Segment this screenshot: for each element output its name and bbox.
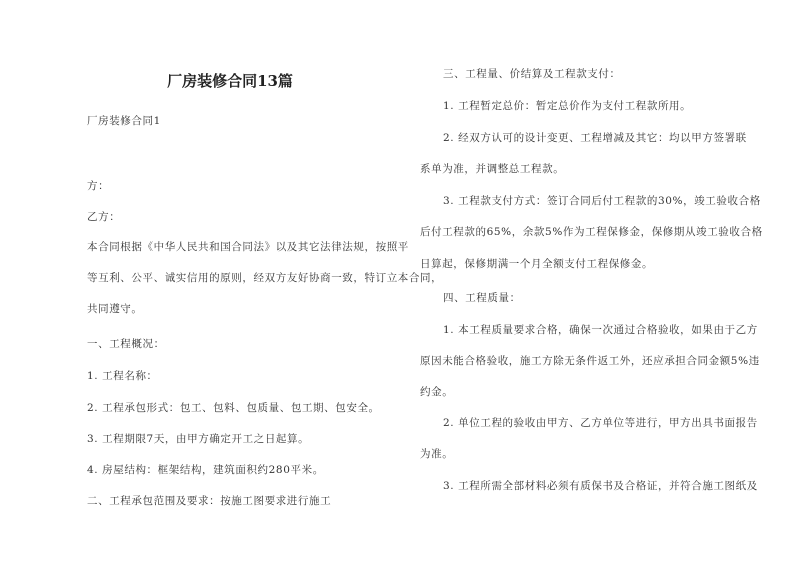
clause-item: 2. 经双方认可的设计变更、工程增减及其它：均以甲方签署联 bbox=[443, 132, 747, 144]
paragraph-line: 共同遵守。 bbox=[87, 303, 143, 315]
clause-item: 1. 工程名称： bbox=[87, 370, 158, 382]
clause-item: 4. 房屋结构：框架结构，建筑面积约280平米。 bbox=[87, 464, 324, 476]
clause-heading: 三、工程量、价结算及工程款支付： bbox=[443, 68, 621, 80]
clause-item: 3. 工程所需全部材料必须有质保书及合格证，并符合施工图纸及 bbox=[443, 480, 758, 492]
clause-item: 1. 本工程质量要求合格，确保一次通过合格验收，如果由于乙方 bbox=[443, 324, 758, 336]
paragraph-line: 为准。 bbox=[420, 448, 454, 460]
paragraph-line: 等互利、公平、诚实信用的原则，经双方友好协商一致，特订立本合同， bbox=[87, 272, 443, 284]
clause-heading: 一、工程概况： bbox=[87, 338, 165, 350]
paragraph-line: 系单为准，并调整总工程款。 bbox=[420, 163, 565, 175]
paragraph-line: 后付工程款的65%，余款5%作为工程保修金，保修期从竣工验收合格 bbox=[420, 226, 763, 238]
clause-heading: 二、工程承包范围及要求：按施工图要求进行施工 bbox=[87, 495, 332, 507]
section-heading: 厂房装修合同1 bbox=[87, 115, 161, 127]
document-title: 厂房装修合同13篇 bbox=[167, 72, 293, 90]
clause-heading: 四、工程质量： bbox=[443, 292, 521, 304]
paragraph-line: 原因未能合格验收，施工方除无条件返工外，还应承担合同金额5%违 bbox=[420, 355, 760, 367]
paragraph-line: 约金。 bbox=[420, 386, 454, 398]
clause-item: 2. 单位工程的验收由甲方、乙方单位等进行，甲方出具书面报告 bbox=[443, 417, 758, 429]
clause-item: 2. 工程承包形式：包工、包料、包质量、包工期、包安全。 bbox=[87, 402, 380, 414]
paragraph-line: 本合同根据《中华人民共和国合同法》以及其它法律法规，按照平 bbox=[87, 241, 409, 253]
party-a-label: 方： bbox=[87, 180, 110, 192]
clause-item: 1. 工程暂定总价：暂定总价作为支付工程款所用。 bbox=[443, 100, 692, 112]
paragraph-line: 日算起，保修期满一个月全额支付工程保修金。 bbox=[420, 258, 654, 270]
clause-item: 3. 工程款支付方式：签订合同后付工程款的30%，竣工验收合格 bbox=[443, 195, 761, 207]
clause-item: 3. 工程期限7天，由甲方确定开工之日起算。 bbox=[87, 433, 310, 445]
party-b-label: 乙方： bbox=[87, 211, 121, 223]
